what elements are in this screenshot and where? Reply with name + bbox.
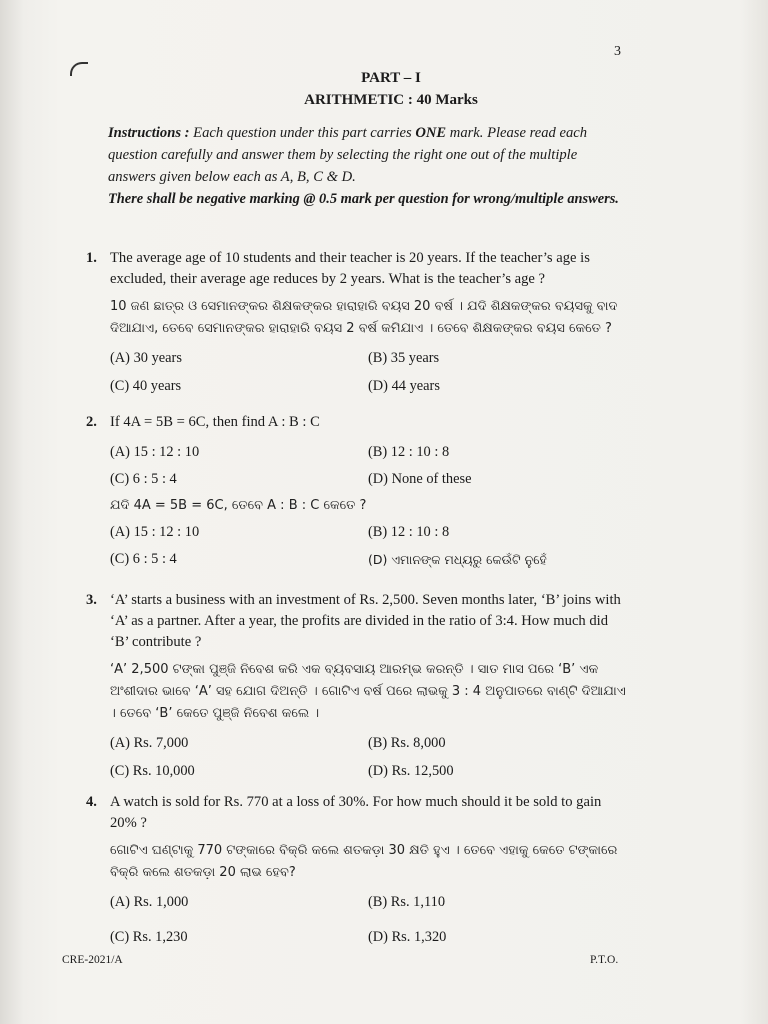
- instructions-label: Instructions :: [108, 125, 190, 141]
- option-d[interactable]: (D) 44 years: [368, 378, 440, 394]
- option-b[interactable]: (B) 12 : 10 : 8: [368, 444, 450, 460]
- option-b[interactable]: (B) 35 years: [368, 350, 440, 366]
- question-text-odia: ‘A’ 2,500 ଟଙ୍କା ପୁଞ୍ଜି ନିବେଶ କରି ଏକ ବ୍ୟବସାୟ ଆରମ୍ଭ କରନ୍ତି । ସାତ ମାସ ପରେ ‘B’ ଏକ ଅଂଶୀଦାର ଭାବେ ‘A’ ସହ ଯୋଗ ଦିଅନ୍ତି । ଗୋଟିଏ ବର୍ଷ ପରେ ଲାଭକୁ 3 : 4 ଅନୁପାତରେ ବାଣ୍ଟି ଦିଆଯାଏ । ତେବେ ‘B’ କେତେ ପୁଞ୍ଜି ନିବେଶ କଲେ ।: [110, 662, 626, 721]
- question-text-odia: 10 ଜଣ ଛାତ୍ର ଓ ସେମାନଙ୍କର ଶିକ୍ଷକଙ୍କର ହାରାହାରି ବୟସ 20 ବର୍ଷ । ଯଦି ଶିକ୍ଷକଙ୍କର ବୟସକୁ ବାଦ ଦିଆଯାଏ, ତେବେ ସେମାନଙ୍କର ହାରାହାରି ବୟସ 2 ବର୍ଷ କମିଯାଏ । ତେବେ ଶିକ୍ଷକଙ୍କର ବୟସ କେତେ ?: [110, 299, 618, 336]
- negative-marking-note: There shall be negative marking @ 0.5 mark per question for wrong/multiple answers.: [108, 191, 619, 207]
- instructions-text-a: Each question under this part carries: [189, 125, 416, 141]
- section-title: ARITHMETIC : 40 Marks: [304, 92, 478, 108]
- question-number: 4.: [86, 794, 97, 810]
- option-d[interactable]: (D) Rs. 12,500: [368, 763, 454, 779]
- option-a[interactable]: (A) 15 : 12 : 10: [110, 444, 200, 460]
- options: [110, 733, 626, 782]
- option-d[interactable]: (D) None of these: [368, 471, 472, 487]
- question-number: 2.: [86, 414, 97, 430]
- option-b-odia[interactable]: (B) 12 : 10 : 8: [368, 524, 450, 540]
- question-number: 1.: [86, 250, 97, 266]
- option-a[interactable]: (A) Rs. 7,000: [110, 735, 189, 751]
- question-4: [86, 792, 626, 948]
- options-odia: [110, 522, 626, 570]
- question-2: [86, 412, 626, 570]
- instructions-emph: ONE: [415, 125, 447, 141]
- page-number: 3: [614, 44, 621, 59]
- question-text-odia: ଗୋଟିଏ ଘଣ୍ଟାକୁ 770 ଟଙ୍କାରେ ବିକ୍ରି କଲେ ଶତକଡ଼ା 30 କ୍ଷତି ହୁଏ । ତେବେ ଏହାକୁ କେତେ ଟଙ୍କାରେ ବିକ୍ରି କଲେ ଶତକଡ଼ା 20 ଲାଭ ହେବ?: [110, 843, 618, 880]
- question-1: [86, 248, 626, 397]
- option-c[interactable]: (C) Rs. 1,230: [110, 929, 188, 945]
- question-3: [86, 590, 626, 782]
- question-text: If 4A = 5B = 6C, then find A : B : C: [110, 414, 320, 430]
- option-c[interactable]: (C) Rs. 10,000: [110, 763, 195, 779]
- option-c[interactable]: (C) 6 : 5 : 4: [110, 471, 177, 487]
- question-text: A watch is sold for Rs. 770 at a loss of 30%. For how much should it be sold to gain 20% ?: [110, 794, 602, 831]
- question-text-odia: ଯଦି 4A = 5B = 6C, ତେବେ A : B : C କେତେ ?: [110, 498, 367, 513]
- options: [110, 892, 626, 948]
- option-a[interactable]: (A) Rs. 1,000: [110, 894, 189, 910]
- option-b[interactable]: (B) Rs. 1,110: [368, 894, 446, 910]
- instructions: [108, 122, 623, 188]
- instructions-text-b: mark. Please read each question carefully and answer them by selecting the right one out of the multiple answers given below each as A, B, C & D.: [108, 125, 588, 185]
- options: [110, 348, 626, 397]
- question-number: 3.: [86, 592, 97, 608]
- option-d-odia[interactable]: (D) ଏମାନଙ୍କ ମଧ୍ୟରୁ କେଉଁଟି ନୁହେଁ: [368, 552, 547, 567]
- option-d[interactable]: (D) Rs. 1,320: [368, 929, 447, 945]
- question-text: ‘A’ starts a business with an investment of Rs. 2,500. Seven months later, ‘B’ joins with ‘A’ as a partner. After a year, the profits are divided in the ratio of 3:4. How much did ‘B’ contribute ?: [110, 592, 621, 650]
- options: [110, 442, 626, 490]
- pto-note: P.T.O.: [590, 954, 619, 966]
- option-a-odia[interactable]: (A) 15 : 12 : 10: [110, 524, 200, 540]
- option-a[interactable]: (A) 30 years: [110, 350, 182, 366]
- question-text: The average age of 10 students and their teacher is 20 years. If the teacher’s age is excluded, their average age reduces by 2 years. What is the teacher’s age ?: [110, 250, 590, 287]
- part-title: PART – I: [361, 70, 421, 86]
- booklet-code: CRE-2021/A: [62, 954, 123, 966]
- option-b[interactable]: (B) Rs. 8,000: [368, 735, 446, 751]
- page-header: [0, 70, 768, 109]
- option-c[interactable]: (C) 40 years: [110, 378, 182, 394]
- option-c-odia[interactable]: (C) 6 : 5 : 4: [110, 551, 177, 567]
